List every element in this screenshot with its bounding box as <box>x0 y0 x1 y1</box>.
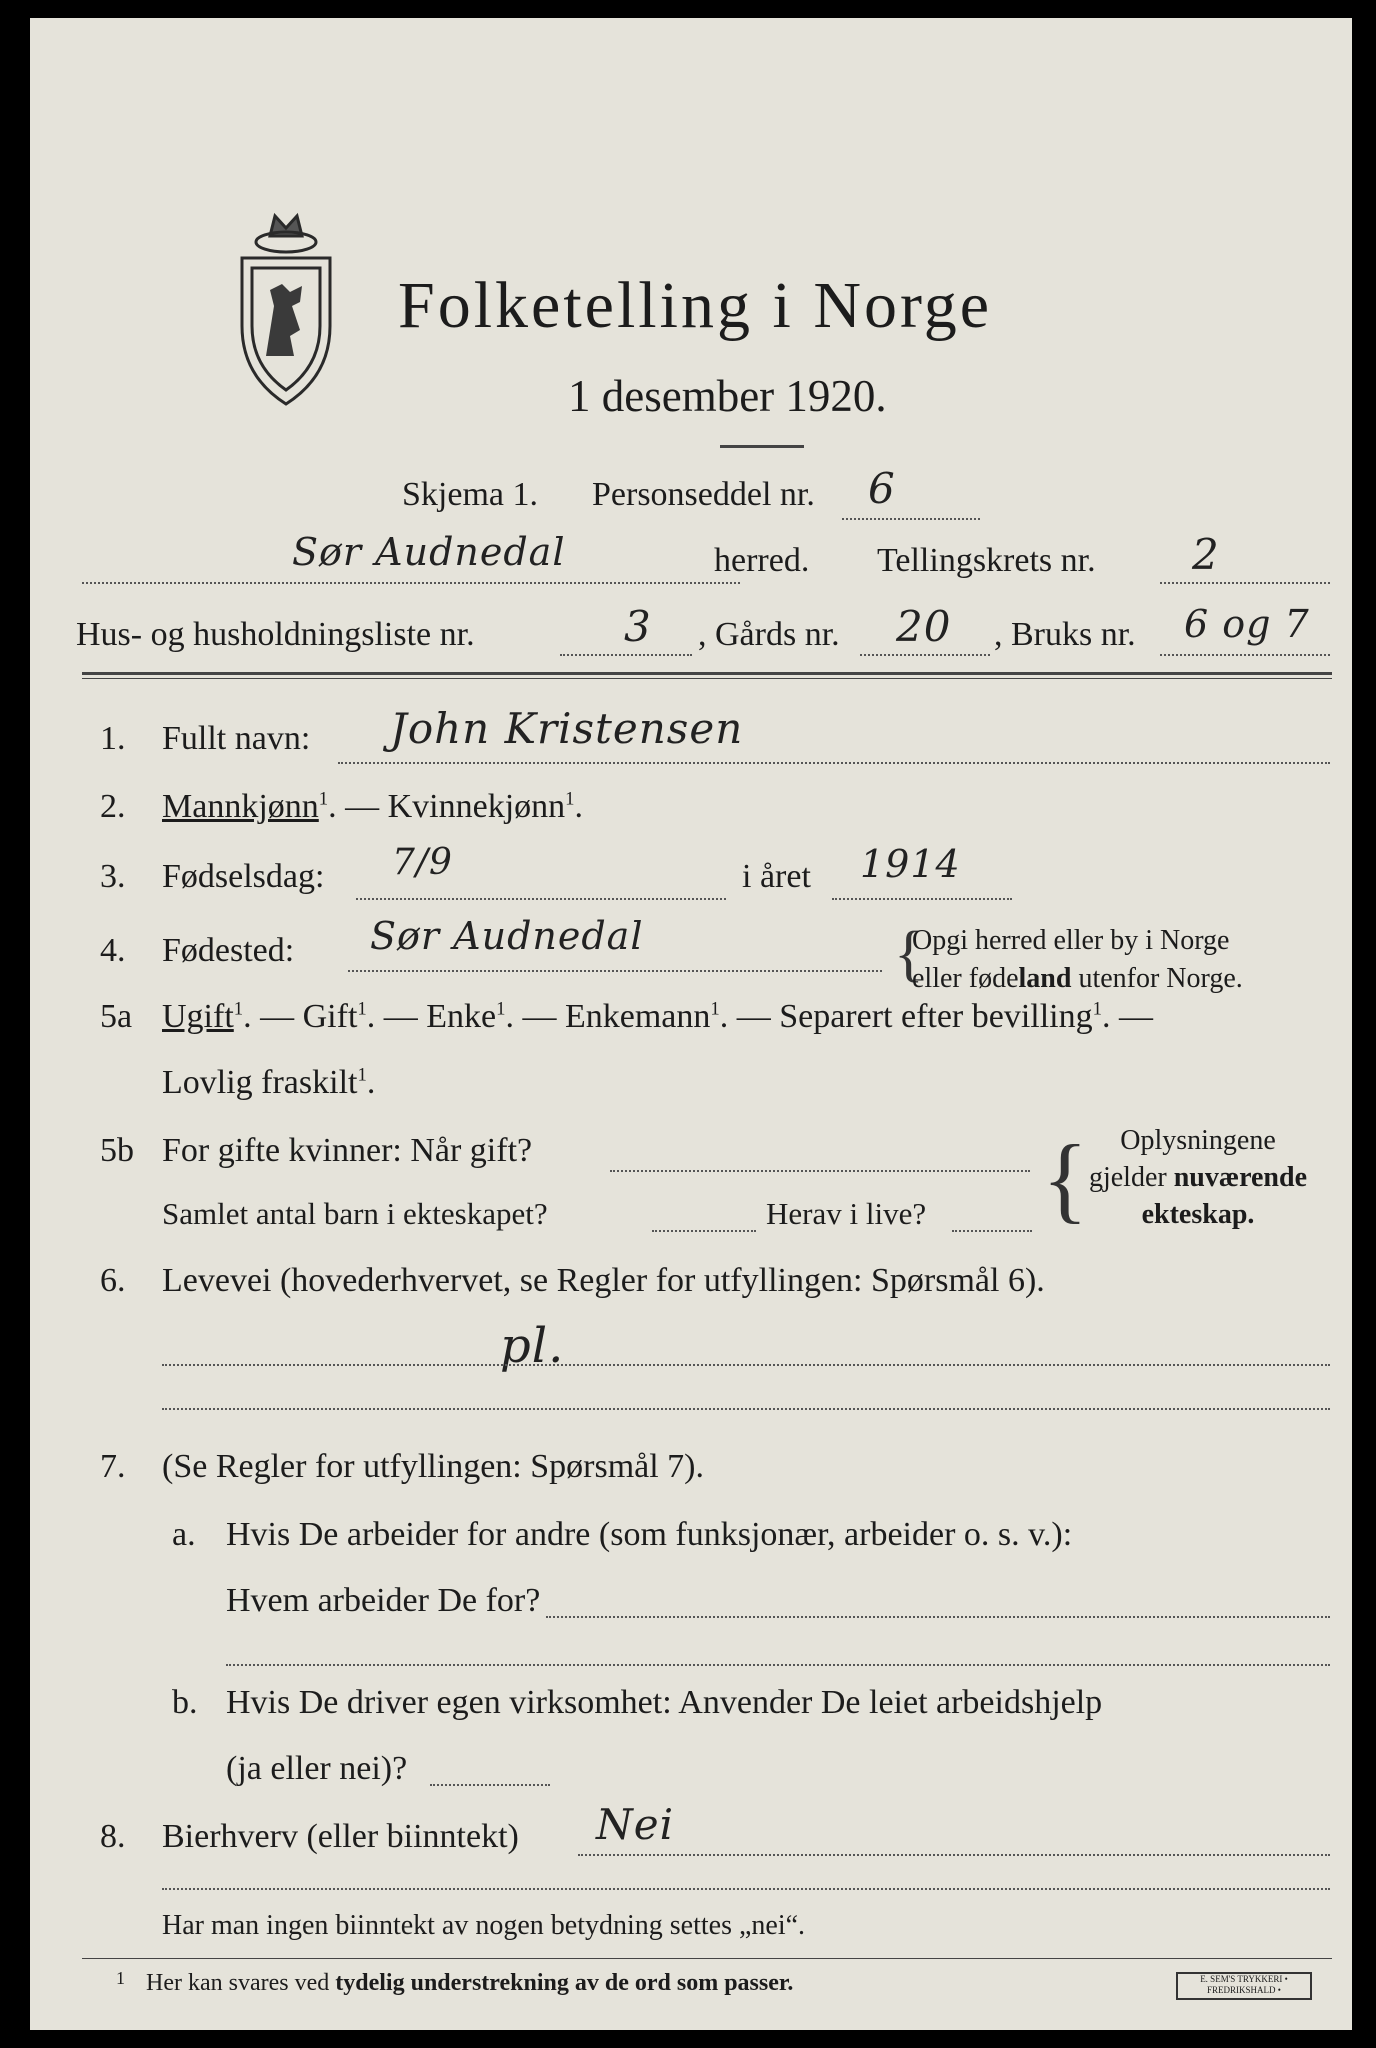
sex-separator: . — <box>328 788 388 825</box>
husliste-label: Hus- og husholdningsliste nr. <box>76 616 475 653</box>
hired-help-label: (ja eller nei)? <box>226 1750 408 1787</box>
q7a-text: Hvis De arbeider for andre (som funksjonær, arbeider o. s. v.): <box>226 1516 1073 1553</box>
bruks-line <box>1160 654 1330 656</box>
form-title: Folketelling i Norge <box>398 269 993 342</box>
q8-number: 8. <box>100 1818 126 1855</box>
q1-label: Fullt navn: <box>162 720 311 757</box>
birthplace-line <box>348 970 882 972</box>
husliste-line <box>560 654 692 656</box>
marital-separert-option[interactable]: . — Separert efter bevilling <box>719 998 1093 1035</box>
tellingskrets-line <box>1160 582 1330 584</box>
birthplace-note-line1: Opgi herred eller by i Norge <box>912 925 1230 956</box>
side-income-value[interactable]: Nei <box>596 1800 675 1849</box>
gards-value[interactable]: 20 <box>896 602 952 651</box>
employer-line-1 <box>546 1616 1330 1618</box>
side-income-line-1 <box>578 1854 1330 1856</box>
coat-of-arms-emblem <box>230 206 342 406</box>
occupation-value[interactable]: pl. <box>500 1318 565 1374</box>
census-form-sheet <box>30 18 1352 2030</box>
brace-icon: { <box>894 920 924 988</box>
marriage-note: Oplysningene gjelder nuværende ekteskap. <box>1088 1125 1308 1230</box>
occupation-line-2 <box>162 1408 1330 1410</box>
marital-lovlig-row: Lovlig fraskilt$^1$. <box>162 1064 376 1101</box>
married-when-line <box>610 1170 1030 1172</box>
birthplace-note <box>912 922 1243 998</box>
q7-label: (Se Regler for utfyllingen: Spørsmål 7). <box>162 1448 705 1485</box>
children-alive-label: Herav i live? <box>766 1196 927 1231</box>
marital-lovlig-option[interactable]: Lovlig fraskilt <box>162 1064 358 1101</box>
sex-female-option[interactable]: Kvinnekjønn <box>387 788 566 825</box>
footnote-ref: 1 <box>318 788 329 810</box>
husliste-value[interactable]: 3 <box>624 602 652 651</box>
footnote-text: Her kan svares ved tydelig understrekning av de ord som passer. <box>146 1970 794 1996</box>
side-income-label: Bierhverv (eller biinntekt) <box>162 1818 519 1855</box>
q7-number: 7. <box>100 1448 126 1485</box>
side-income-line-2 <box>162 1888 1330 1890</box>
birthplace-value[interactable]: Sør Audnedal <box>370 914 644 958</box>
footnote-number: 1 <box>116 1968 125 1988</box>
personseddel-label: Personseddel nr. <box>592 476 815 513</box>
q3-label: Fødselsdag: <box>162 858 325 895</box>
skjema-label: Skjema 1. <box>402 476 538 513</box>
gards-line <box>860 654 990 656</box>
footnote-ref: 1 <box>565 788 575 810</box>
marital-enke-option[interactable]: . — Enke <box>366 998 497 1035</box>
sex-male-option[interactable]: Mannkjønn <box>162 788 319 825</box>
q5a-number: 5a <box>100 998 133 1035</box>
children-total-line <box>652 1230 756 1232</box>
herred-value[interactable]: Sør Audnedal <box>292 530 566 574</box>
marital-status-options: Ugift$^1$. — Gift$^1$. — Enke$^1$. — Enkemann$^1$. — Separert efter bevilling$^1$. — <box>162 998 1153 1035</box>
printer-stamp: E. SEM'S TRYKKERI • FREDRIKSHALD • <box>1176 1972 1312 2000</box>
header-rule <box>82 672 1332 675</box>
personseddel-line <box>842 518 980 520</box>
bruks-label: , Bruks nr. <box>994 616 1136 653</box>
title-divider <box>720 445 804 448</box>
q4-label: Fødested: <box>162 932 295 969</box>
hired-help-line <box>430 1784 550 1786</box>
full-name-value[interactable]: John Kristensen <box>390 704 744 753</box>
herred-label: herred. <box>714 542 810 579</box>
q1-number: 1. <box>100 720 126 757</box>
marital-ugift-option[interactable]: Ugift <box>162 998 234 1035</box>
q7b-text: Hvis De driver egen virksomhet: Anvender De leiet arbeidshjelp <box>226 1684 1103 1721</box>
q6-number: 6. <box>100 1262 126 1299</box>
birth-year-value[interactable]: 1914 <box>860 842 961 886</box>
bruks-value[interactable]: 6 og 7 <box>1184 602 1310 646</box>
year-label: i året <box>742 858 811 895</box>
sex-options <box>162 788 583 826</box>
brace-icon: { <box>1042 1125 1089 1232</box>
tellingskrets-value[interactable]: 2 <box>1192 530 1220 579</box>
census-date: 1 desember 1920. <box>568 371 887 421</box>
marital-enkemann-option[interactable]: . — Enkemann <box>505 998 711 1035</box>
nei-note: Har man ingen biinntekt av nogen betydning settes „nei“. <box>162 1910 806 1941</box>
header-rule-thin <box>82 678 1332 679</box>
birthday-value[interactable]: 7/9 <box>392 842 453 883</box>
occupation-line-1 <box>162 1364 1330 1366</box>
birthday-line <box>356 898 726 900</box>
full-name-line <box>338 762 1330 764</box>
footer-rule <box>82 1958 1332 1959</box>
children-alive-line <box>952 1230 1032 1232</box>
occupation-label: Levevei (hovederhvervet, se Regler for utfyllingen: Spørsmål 6). <box>162 1262 1045 1299</box>
herred-line <box>82 582 740 584</box>
employer-line-2 <box>226 1664 1330 1666</box>
tellingskrets-label: Tellingskrets nr. <box>877 542 1096 579</box>
q4-number: 4. <box>100 932 126 969</box>
children-total-label: Samlet antal barn i ekteskapet? <box>162 1196 548 1231</box>
employer-label: Hvem arbeider De for? <box>226 1582 541 1619</box>
q5b-number: 5b <box>100 1132 134 1169</box>
q3-number: 3. <box>100 858 126 895</box>
gards-label: , Gårds nr. <box>698 616 840 653</box>
q7a-number: a. <box>172 1516 196 1553</box>
married-when-label: For gifte kvinner: Når gift? <box>162 1132 533 1169</box>
marital-gift-option[interactable]: . — Gift <box>243 998 358 1035</box>
birthplace-note-line2: eller fødeland utenfor Norge. <box>912 963 1243 994</box>
q7b-number: b. <box>172 1684 198 1721</box>
birth-year-line <box>832 898 1012 900</box>
sex-end: . <box>574 788 584 825</box>
personseddel-value[interactable]: 6 <box>868 464 896 513</box>
q2-number: 2. <box>100 788 126 825</box>
